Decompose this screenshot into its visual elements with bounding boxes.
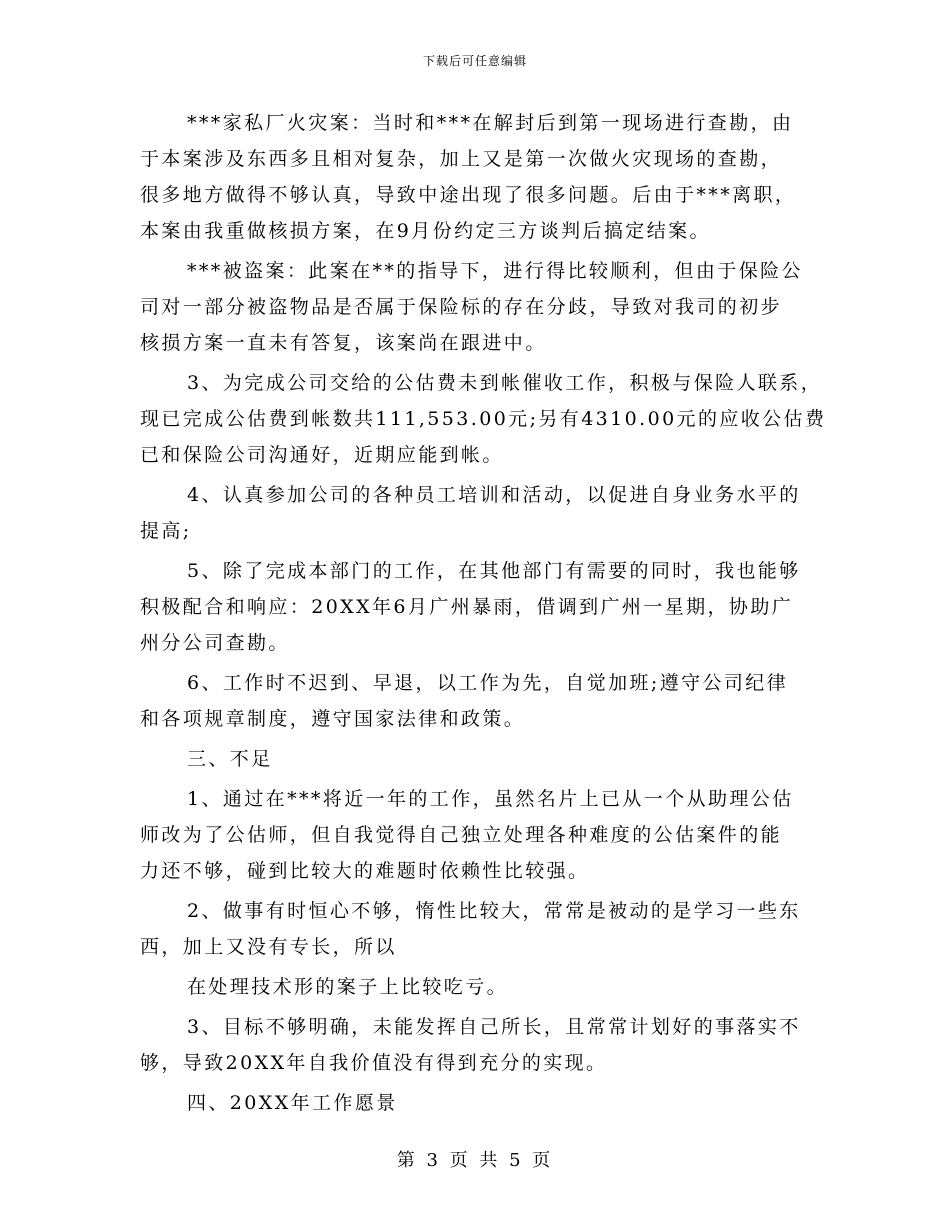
text-line: 积极配合和响应：20XX年6月广州暴雨，借调到广州一星期，协助广 — [140, 596, 794, 618]
text-line: 在处理技术形的案子上比较吃亏。 — [187, 976, 509, 998]
text-line: 3、为完成公司交给的公估费未到帐催收工作，积极与保险人联系， — [187, 372, 823, 394]
section-heading-shortcomings — [140, 741, 830, 777]
text-line: 够，导致20XX年自我价值没有得到充分的实现。 — [140, 1052, 608, 1074]
text-line: 本案由我重做核损方案，在9月份约定三方谈判后搞定结案。 — [140, 220, 711, 242]
section-heading: 四、20XX年工作愿景 — [187, 1092, 398, 1114]
text-line: 很多地方做得不够认真，导致中途出现了很多问题。后由于***离职， — [140, 184, 797, 206]
text-line: 现已完成公估费到帐数共111,553.00元;另有4310.00元的应收公估费 — [140, 408, 827, 430]
paragraph-item-6 — [140, 665, 830, 737]
section-heading-vision — [140, 1085, 830, 1121]
text-line: 提高; — [140, 520, 192, 542]
paragraph-item-5 — [140, 553, 830, 661]
text-line: 已和保险公司沟通好，近期应能到帐。 — [140, 444, 504, 466]
text-line: 4、认真参加公司的各种员工培训和活动，以促进自身业务水平的 — [187, 484, 801, 506]
text-line: 6、工作时不迟到、早退，以工作为先，自觉加班;遵守公司纪律 — [187, 672, 789, 694]
page-header: 下载后可任意编辑 — [422, 54, 527, 68]
text-line: ***家私厂火灾案：当时和***在解封后到第一现场进行查勘，由 — [187, 112, 794, 134]
text-line: 力还不够，碰到比较大的难题时依赖性比较强。 — [140, 860, 590, 882]
paragraph-theft-case — [140, 253, 830, 361]
paragraph-shortcoming-2-continued — [140, 969, 830, 1005]
text-line: 1、通过在***将近一年的工作，虽然名片上已从一个从助理公估 — [187, 788, 794, 810]
paragraph-shortcoming-2 — [140, 893, 830, 965]
text-line: ***被盗案：此案在**的指导下，进行得比较顺利，但由于保险公 — [187, 260, 803, 282]
text-line: 司对一部分被盗物品是否属于保险标的存在分歧，导致对我司的初步 — [140, 296, 783, 318]
text-line: 和各项规章制度，遵守国家法律和政策。 — [140, 708, 526, 730]
paragraph-shortcoming-1 — [140, 781, 830, 889]
text-line: 州分公司查勘。 — [140, 632, 290, 654]
section-heading: 三、不足 — [187, 748, 273, 770]
paragraph-fire-case — [140, 105, 830, 249]
text-line: 于本案涉及东西多且相对复杂，加上又是第一次做火灾现场的查勘， — [140, 148, 783, 170]
text-line: 师改为了公估师，但自我觉得自己独立处理各种难度的公估案件的能 — [140, 824, 783, 846]
text-line: 西，加上又没有专长，所以 — [140, 936, 397, 958]
paragraph-item-3 — [140, 365, 830, 473]
page-number: 第 3 页 共 5 页 — [396, 1150, 554, 1171]
text-line: 3、目标不够明确，未能发挥自己所长，且常常计划好的事落实不 — [187, 1016, 801, 1038]
paragraph-item-4 — [140, 477, 830, 549]
text-line: 5、除了完成本部门的工作，在其他部门有需要的同时，我也能够 — [187, 560, 801, 582]
document-body — [140, 105, 830, 1121]
text-line: 核损方案一直未有答复，该案尚在跟进中。 — [140, 332, 547, 354]
paragraph-shortcoming-3 — [140, 1009, 830, 1081]
text-line: 2、做事有时恒心不够，惰性比较大，常常是被动的是学习一些东 — [187, 900, 801, 922]
